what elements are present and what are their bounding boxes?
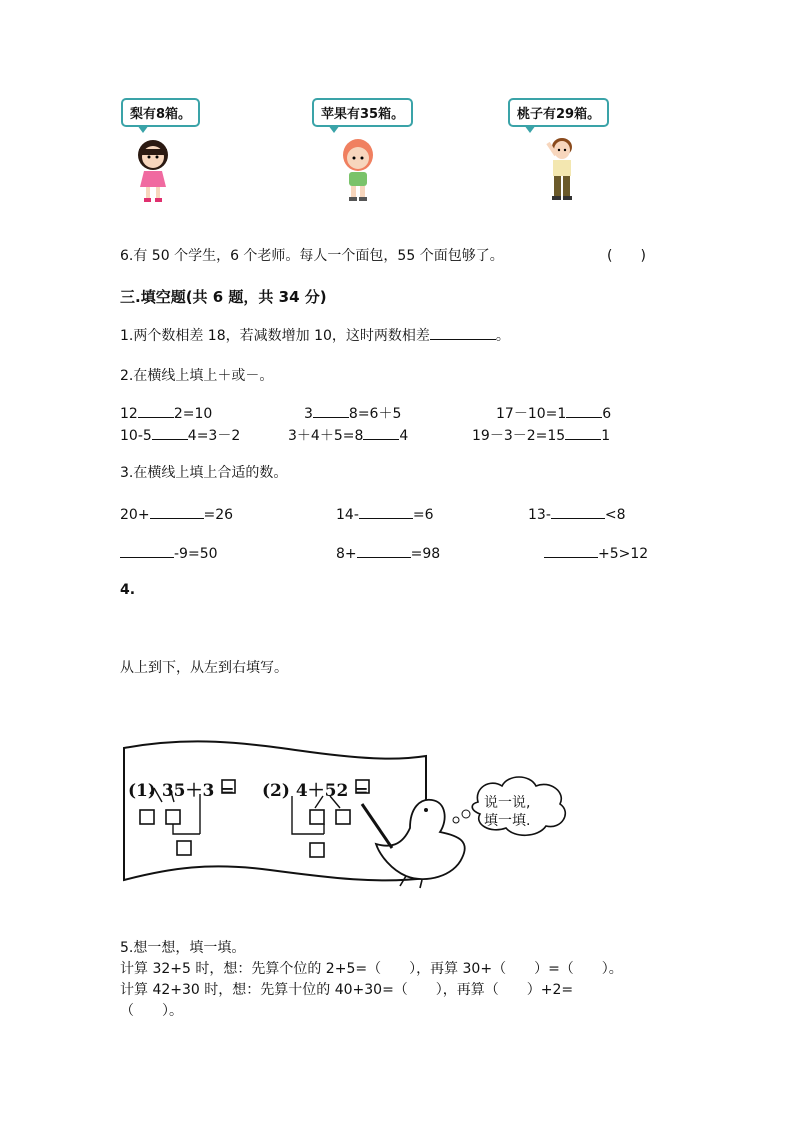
q2-right: 2=10 bbox=[173, 406, 213, 422]
q2-left: 17－10=1 bbox=[496, 406, 567, 422]
q2-item bbox=[120, 425, 240, 445]
board-equation-1: (1) 35＋3 = bbox=[128, 781, 235, 801]
q2-right: 6 bbox=[602, 406, 612, 422]
question-6: 6.有 50 个学生，6 个老师。每人一个面包，55 个面包够了。 bbox=[120, 248, 504, 264]
fill-question-2-title: 2.在横线上填上＋或－。 bbox=[120, 368, 274, 384]
answer-blank[interactable] bbox=[138, 403, 174, 418]
q3-item bbox=[120, 543, 218, 562]
answer-blank[interactable] bbox=[430, 325, 496, 340]
q3-left: 14- bbox=[336, 507, 359, 523]
q2-right: 4=3－2 bbox=[187, 428, 241, 444]
q2-right: 8=6＋5 bbox=[348, 406, 402, 422]
q3-left: 13- bbox=[528, 507, 551, 523]
q3-right: +5>12 bbox=[598, 546, 649, 562]
answer-paren[interactable]: ( ) bbox=[607, 248, 646, 264]
answer-blank[interactable] bbox=[150, 504, 204, 519]
question-4-instruction: 从上到下，从左到右填写。 bbox=[120, 660, 288, 676]
q1-text: 1.两个数相差 18，若减数增加 10，这时两数相差 bbox=[120, 328, 430, 344]
q3-right: =6 bbox=[412, 507, 434, 523]
speech-bubble-pears: 梨有8箱。 bbox=[121, 98, 200, 127]
answer-blank[interactable] bbox=[120, 543, 174, 558]
q3-right: <8 bbox=[604, 507, 626, 523]
q1-end: 。 bbox=[495, 328, 510, 344]
answer-blank[interactable] bbox=[565, 425, 601, 440]
speech-bubble-peaches: 桃子有29箱。 bbox=[508, 98, 609, 127]
girl-red-hair-cartoon-icon bbox=[336, 135, 380, 203]
q2-right: 4 bbox=[399, 428, 409, 444]
q2-item bbox=[304, 403, 401, 423]
q3-item bbox=[544, 543, 648, 562]
question-4-number: 4. bbox=[120, 582, 136, 598]
answer-blank[interactable] bbox=[357, 543, 411, 558]
fill-question-1 bbox=[120, 325, 510, 345]
q3-left: 8+ bbox=[336, 546, 357, 562]
q2-left: 3 bbox=[304, 406, 313, 422]
q3-item bbox=[528, 504, 626, 523]
fill-question-3-title: 3.在横线上填上合适的数。 bbox=[120, 465, 288, 481]
q2-item bbox=[288, 425, 408, 445]
answer-blank[interactable] bbox=[152, 425, 188, 440]
q3-right: -9=50 bbox=[174, 546, 218, 562]
section-title: 三.填空题(共 6 题，共 34 分) bbox=[120, 288, 327, 306]
q2-left: 19－3－2=15 bbox=[472, 428, 566, 444]
girl-cartoon-icon bbox=[130, 135, 176, 203]
answer-blank[interactable] bbox=[313, 403, 349, 418]
cloud-text-2: 填一填. bbox=[484, 813, 531, 829]
question-5-line-3: （ ）。 bbox=[120, 1003, 183, 1019]
question-5-line-1: 计算 32+5 时，想：先算个位的 2+5=（ ），再算 30+（ ）=（ ）。 bbox=[120, 961, 623, 977]
q2-right: 1 bbox=[601, 428, 611, 444]
q3-item bbox=[336, 504, 434, 523]
q2-left: 12 bbox=[120, 406, 138, 422]
question-5-title: 5.想一想，填一填。 bbox=[120, 940, 246, 956]
q3-item bbox=[336, 543, 440, 562]
q2-item bbox=[496, 403, 611, 423]
answer-blank[interactable] bbox=[566, 403, 602, 418]
q3-right: =98 bbox=[410, 546, 441, 562]
q2-item bbox=[472, 425, 610, 445]
answer-blank[interactable] bbox=[544, 543, 598, 558]
q3-item bbox=[120, 504, 233, 523]
speech-bubble-apples: 苹果有35箱。 bbox=[312, 98, 413, 127]
cloud-text-1: 说一说, bbox=[484, 795, 531, 811]
question-5-line-2: 计算 42+30 时，想：先算十位的 40+30=（ ），再算（ ）+2= bbox=[120, 982, 574, 998]
answer-blank[interactable] bbox=[363, 425, 399, 440]
q3-left: 20+ bbox=[120, 507, 150, 523]
answer-blank[interactable] bbox=[359, 504, 413, 519]
q2-left: 10-5 bbox=[120, 428, 152, 444]
q3-right: =26 bbox=[203, 507, 234, 523]
answer-blank[interactable] bbox=[551, 504, 605, 519]
board-equation-2: (2) 4＋52 = bbox=[262, 781, 369, 801]
q2-left: 3＋4＋5=8 bbox=[288, 428, 364, 444]
boy-cartoon-icon bbox=[540, 133, 580, 203]
q2-item bbox=[120, 403, 212, 422]
